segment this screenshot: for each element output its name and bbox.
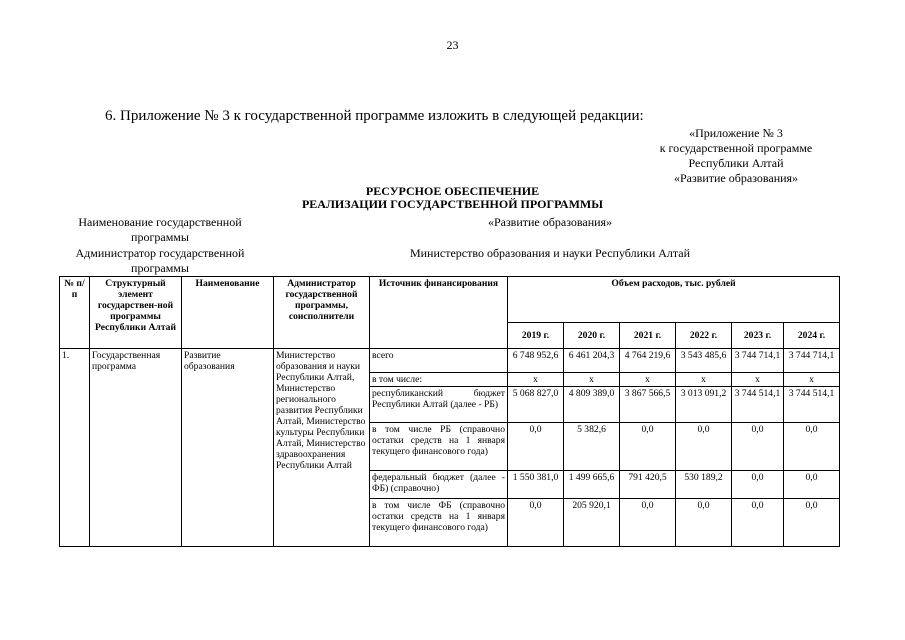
source-label: федеральный бюджет (далее - ФБ) (справочно)	[370, 471, 508, 499]
value-cell: 3 744 514,1	[732, 387, 784, 423]
header-name: Наименование	[182, 277, 274, 349]
appendix-line: «Приложение № 3	[689, 126, 783, 140]
value-cell: 0,0	[732, 499, 784, 547]
value-cell: 205 920,1	[564, 499, 620, 547]
header-num: № п/п	[60, 277, 90, 349]
value-cell: 0,0	[732, 471, 784, 499]
value-cell: 3 744 514,1	[784, 387, 840, 423]
header-year: 2022 г.	[676, 323, 732, 349]
header-year: 2021 г.	[620, 323, 676, 349]
administrator-label	[62, 246, 258, 276]
page-number: 23	[446, 38, 459, 52]
value-cell: 0,0	[620, 499, 676, 547]
value-cell: 3 744 714,1	[784, 349, 840, 373]
header-year: 2020 г.	[564, 323, 620, 349]
row-admin: Министерство образования и науки Республики Алтай, Министерство регионального развития Республики Алтай, Министерство культуры Республики Алтай, Министерство здравоохранения Республики Алтай	[274, 349, 370, 547]
row-num: 1.	[60, 349, 90, 547]
document-title	[0, 185, 905, 211]
value-cell: 4 809 389,0	[564, 387, 620, 423]
value-cell: 0,0	[676, 499, 732, 547]
header-source: Источник финансирования	[370, 277, 508, 349]
value-cell: x	[784, 373, 840, 387]
appendix-header	[600, 126, 872, 186]
appendix-line: «Развитие образования»	[673, 171, 799, 185]
title-line: РЕАЛИЗАЦИИ ГОСУДАРСТВЕННОЙ ПРОГРАММЫ	[301, 197, 604, 211]
source-label: в том числе ФБ (справочно остатки средств на 1 января текущего финансового года)	[370, 499, 508, 547]
title-line: РЕСУРСНОЕ ОБЕСПЕЧЕНИЕ	[365, 184, 540, 198]
value-cell: x	[676, 373, 732, 387]
source-label: в том числе:	[370, 373, 508, 387]
value-cell: x	[564, 373, 620, 387]
program-name-label	[62, 215, 258, 245]
value-cell: x	[732, 373, 784, 387]
value-cell: 3 744 714,1	[732, 349, 784, 373]
value-cell: 0,0	[784, 499, 840, 547]
value-cell: 3 013 091,2	[676, 387, 732, 423]
value-cell: 0,0	[676, 423, 732, 471]
value-cell: x	[508, 373, 564, 387]
value-cell: 0,0	[508, 499, 564, 547]
value-cell: 6 461 204,3	[564, 349, 620, 373]
header-element: Структурный элемент государствен-ной программы Республики Алтай	[90, 277, 182, 349]
value-cell: 791 420,5	[620, 471, 676, 499]
value-cell: 1 550 381,0	[508, 471, 564, 499]
intro-text: 6. Приложение № 3 к государственной программе изложить в следующей редакции:	[105, 108, 644, 124]
value-cell: 0,0	[620, 423, 676, 471]
label-line: программы	[131, 261, 189, 275]
header-volume: Объем расходов, тыс. рублей	[508, 277, 840, 323]
value-cell: 0,0	[784, 471, 840, 499]
value-cell: x	[620, 373, 676, 387]
source-label: всего	[370, 349, 508, 373]
appendix-line: к государственной программе	[659, 141, 813, 155]
label-line: Наименование государственной	[78, 215, 242, 229]
value-cell: 4 764 219,6	[620, 349, 676, 373]
value-cell: 1 499 665,6	[564, 471, 620, 499]
value-cell: 0,0	[508, 423, 564, 471]
header-admin: Администратор государственной программы, соисполнители	[274, 277, 370, 349]
value-cell: 5 382,6	[564, 423, 620, 471]
program-name-value: «Развитие образования»	[487, 215, 613, 229]
table-header-row	[60, 277, 840, 323]
header-year: 2023 г.	[732, 323, 784, 349]
label-line: программы	[131, 230, 189, 244]
value-cell: 0,0	[784, 423, 840, 471]
source-label: в том числе РБ (справочно остатки средств на 1 января текущего финансового года)	[370, 423, 508, 471]
appendix-line: Республики Алтай	[688, 156, 784, 170]
table-row	[60, 349, 840, 373]
resource-table	[59, 276, 840, 547]
source-label: республиканский бюджет Республики Алтай (далее - РБ)	[370, 387, 508, 423]
value-cell: 6 748 952,6	[508, 349, 564, 373]
value-cell: 3 867 566,5	[620, 387, 676, 423]
value-cell: 3 543 485,6	[676, 349, 732, 373]
header-year: 2019 г.	[508, 323, 564, 349]
value-cell: 530 189,2	[676, 471, 732, 499]
label-line: Администратор государственной	[75, 246, 245, 260]
value-cell: 0,0	[732, 423, 784, 471]
value-cell: 5 068 827,0	[508, 387, 564, 423]
header-year: 2024 г.	[784, 323, 840, 349]
row-name: Развитие образования	[182, 349, 274, 547]
administrator-value: Министерство образования и науки Республики Алтай	[409, 246, 691, 260]
row-element: Государственная программа	[90, 349, 182, 547]
